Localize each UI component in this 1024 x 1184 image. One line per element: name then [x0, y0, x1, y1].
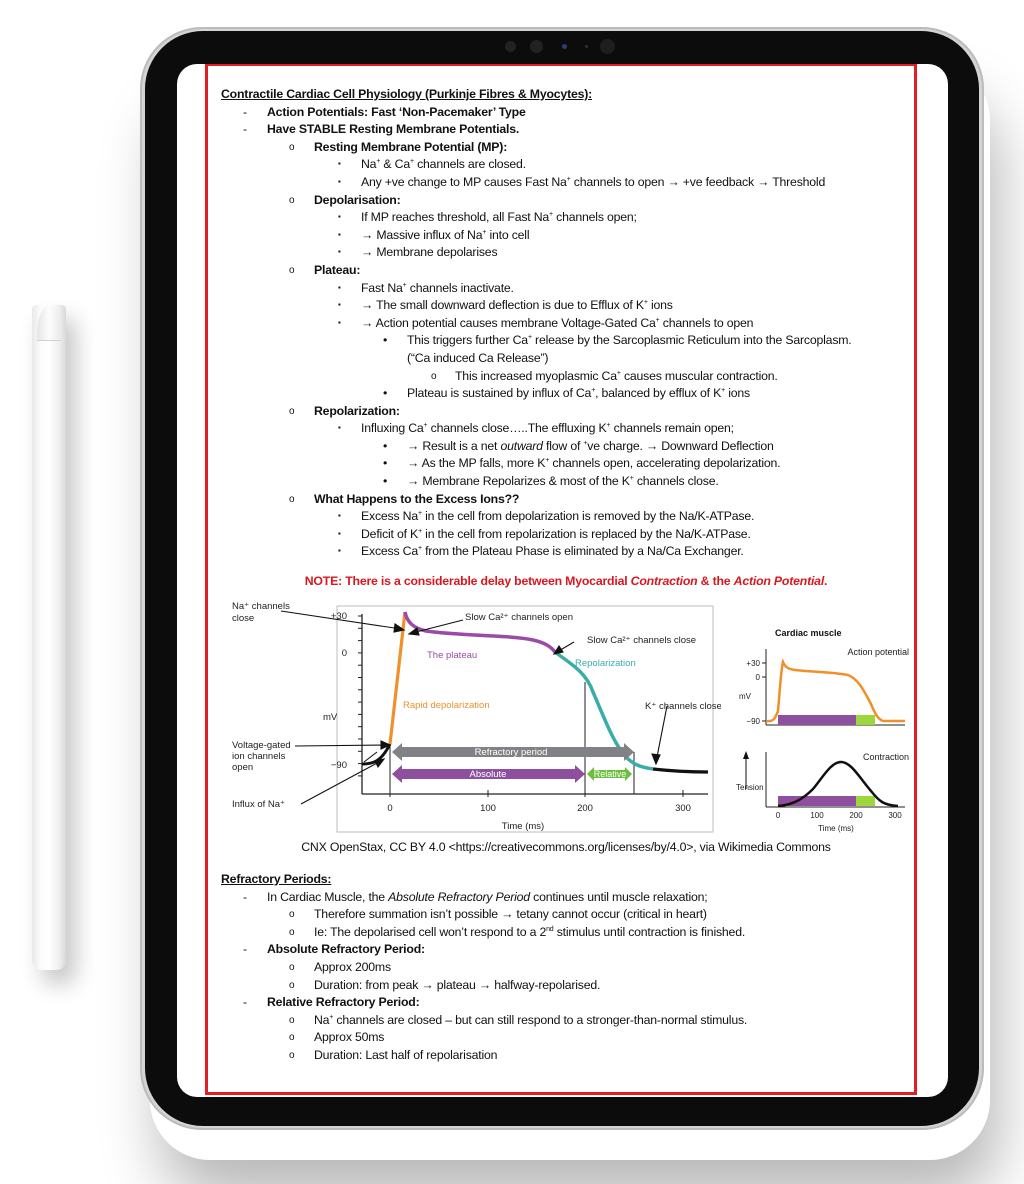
bullet-marker: ▪	[338, 212, 341, 222]
svg-text:Refractory period: Refractory period	[474, 747, 548, 758]
list-item	[221, 977, 911, 995]
bullet-marker: o	[431, 370, 437, 382]
list-item	[221, 906, 911, 924]
list-item	[221, 139, 911, 157]
bullet-marker: ▪	[338, 317, 341, 327]
list-item	[221, 1029, 911, 1047]
svg-text:Slow Ca²⁺ channels close: Slow Ca²⁺ channels close	[587, 635, 697, 646]
svg-text:300: 300	[675, 803, 691, 814]
list-item	[221, 508, 911, 526]
list-item-text: Relative Refractory Period:	[267, 995, 420, 1010]
list-item	[221, 455, 911, 473]
bullet-marker: ▪	[338, 511, 341, 521]
list-item	[221, 297, 911, 315]
list-item-text: Repolarization:	[314, 403, 400, 418]
list-item-text: Have STABLE Resting Membrane Potentials.	[267, 122, 520, 137]
list-item	[221, 526, 911, 544]
svg-text:Tension: Tension	[736, 783, 764, 792]
svg-text:0: 0	[341, 648, 347, 659]
list-item-text: Action Potentials: Fast ‘Non-Pacemaker’ Type	[267, 104, 526, 119]
list-item	[221, 889, 911, 907]
pencil-ring	[37, 340, 61, 341]
svg-text:mV: mV	[739, 692, 751, 701]
lower-section	[221, 839, 911, 1065]
svg-text:Time (ms): Time (ms)	[501, 821, 545, 832]
bullet-marker: •	[383, 456, 388, 471]
list-item-text: Na+ channels are closed – but can still respond to a stronger-than-normal stimulus.	[314, 1012, 748, 1027]
bullet-marker: o	[289, 926, 295, 938]
list-item	[221, 491, 911, 509]
bullet-marker: -	[243, 995, 247, 1010]
bullet-marker: -	[243, 889, 247, 904]
svg-text:mV: mV	[323, 712, 338, 723]
bullet-marker: ▪	[338, 423, 341, 433]
list-item-text: → Massive influx of Na+ into cell	[361, 227, 530, 242]
list-item	[221, 385, 911, 403]
list-item-text: Deficit of K+ in the cell from repolarization is replaced by the Na/K-ATPase.	[361, 526, 751, 541]
ipad-screen[interactable]	[177, 64, 948, 1097]
apple-pencil	[32, 305, 66, 970]
sensor-dot	[505, 41, 516, 52]
svg-text:Time (ms): Time (ms)	[818, 824, 854, 833]
svg-text:Repolarization: Repolarization	[575, 658, 636, 669]
svg-text:The plateau: The plateau	[427, 650, 478, 661]
list-item-text: Duration: Last half of repolarisation	[314, 1047, 498, 1062]
bullet-marker: o	[289, 141, 295, 153]
bullet-marker: o	[289, 909, 295, 921]
bullet-marker: -	[243, 122, 247, 137]
bullet-marker: o	[289, 264, 295, 276]
bullet-marker: o	[289, 1049, 295, 1061]
list-item-text: Plateau is sustained by influx of Ca+, balanced by efflux of K+ ions	[407, 386, 750, 401]
list-item-text: Excess Na+ in the cell from depolarization is removed by the Na/K-ATPase.	[361, 509, 755, 524]
list-item	[221, 227, 911, 245]
svg-text:−90: −90	[330, 760, 347, 771]
front-camera	[600, 39, 615, 54]
list-item	[221, 1012, 911, 1030]
svg-text:0: 0	[755, 673, 760, 682]
notes-list	[221, 104, 911, 561]
svg-text:200: 200	[849, 811, 863, 820]
svg-text:K⁺ channels close: K⁺ channels close	[645, 701, 721, 712]
svg-text:Contraction: Contraction	[862, 752, 909, 762]
sensor-dot	[585, 45, 588, 48]
list-item	[221, 121, 911, 139]
list-item-text: Influxing Ca+ channels close…..The effluxing K+ channels remain open;	[361, 421, 734, 436]
bullet-marker: o	[289, 405, 295, 417]
bullet-marker: o	[289, 1014, 295, 1026]
list-item-text: Plateau:	[314, 262, 361, 277]
list-item	[221, 262, 911, 280]
camera-indicator	[562, 44, 567, 49]
bullet-marker: o	[289, 1032, 295, 1044]
page-title: Contractile Cardiac Cell Physiology (Purkinje Fibres & Myocytes):	[221, 87, 593, 101]
list-item	[221, 543, 911, 561]
bullet-marker: o	[289, 961, 295, 973]
list-item	[221, 420, 911, 438]
list-item-text: In Cardiac Muscle, the Absolute Refractory Period continues until muscle relaxation;	[267, 889, 708, 904]
sensor-dot	[530, 40, 543, 53]
bullet-marker: o	[289, 493, 295, 505]
bullet-marker: ▪	[338, 176, 341, 186]
list-item	[221, 368, 911, 386]
list-item	[221, 209, 911, 227]
list-item-text: This increased myoplasmic Ca+ causes muscular contraction.	[455, 368, 778, 383]
figure-caption: CNX OpenStax, CC BY 4.0 <https://creativecommons.org/licenses/by/4.0>, via Wikimedia Commons	[301, 840, 831, 854]
list-item	[221, 315, 911, 333]
list-item	[221, 244, 911, 262]
list-item	[221, 924, 911, 942]
bullet-marker: •	[383, 333, 388, 348]
svg-text:200: 200	[577, 803, 593, 814]
list-item-text: This triggers further Ca+ release by the Sarcoplasmic Reticulum into the Sarcoplasm.	[407, 333, 852, 348]
list-item	[221, 104, 911, 122]
bullet-marker: ▪	[338, 282, 341, 292]
list-item	[221, 994, 911, 1012]
action-potential-chart	[221, 602, 721, 834]
list-item-text: Any +ve change to MP causes Fast Na+ channels to open → +ve feedback → Threshold	[361, 174, 826, 189]
list-item-text: Ie: The depolarised cell won’t respond to a 2nd stimulus until contraction is finished.	[314, 924, 746, 939]
svg-text:Action potential: Action potential	[847, 647, 909, 657]
list-item	[221, 332, 911, 350]
svg-text:−90: −90	[746, 717, 760, 726]
list-item	[221, 156, 911, 174]
list-item	[221, 959, 911, 977]
svg-text:+30: +30	[330, 611, 347, 622]
list-item-text: (“Ca induced Ca Release”)	[407, 350, 549, 365]
list-item-text: Na+ & Ca+ channels are closed.	[361, 157, 526, 172]
note-text: NOTE: There is a considerable delay between Myocardial Contraction & the Action Potential.	[304, 574, 828, 589]
list-item-text: Resting Membrane Potential (MP):	[314, 139, 508, 154]
svg-text:ion channels: ion channels	[232, 751, 286, 762]
svg-text:0: 0	[775, 811, 781, 820]
list-item-text: → Membrane Repolarizes & most of the K+ channels close.	[407, 474, 719, 489]
svg-text:100: 100	[810, 811, 824, 820]
svg-text:Na⁺ channels: Na⁺ channels	[232, 602, 290, 612]
refractory-heading-line	[221, 871, 911, 889]
list-item	[221, 473, 911, 491]
svg-text:Voltage-gated: Voltage-gated	[232, 740, 291, 751]
list-item-text: → As the MP falls, more K+ channels open, accelerating depolarization.	[407, 456, 781, 471]
list-item-text: Fast Na+ channels inactivate.	[361, 280, 514, 295]
document-page	[221, 86, 911, 591]
bullet-marker: •	[383, 438, 388, 453]
list-item	[221, 192, 911, 210]
list-item	[221, 174, 911, 192]
list-item	[221, 438, 911, 456]
list-item-text: If MP reaches threshold, all Fast Na+ channels open;	[361, 210, 637, 225]
list-item-text: → Membrane depolarises	[361, 245, 498, 260]
bullet-marker: ▪	[338, 247, 341, 257]
svg-text:Cardiac muscle: Cardiac muscle	[775, 628, 842, 638]
bullet-marker: ▪	[338, 229, 341, 239]
list-item-text: Approx 50ms	[314, 1030, 385, 1045]
list-item-text: → The small downward deflection is due to Efflux of K+ ions	[361, 298, 673, 313]
bullet-marker: o	[289, 194, 295, 206]
list-item	[221, 941, 911, 959]
list-item-text: Excess Ca+ from the Plateau Phase is eliminated by a Na/Ca Exchanger.	[361, 544, 744, 559]
list-item	[221, 350, 911, 368]
svg-text:+30: +30	[746, 659, 760, 668]
svg-text:open: open	[232, 762, 254, 773]
list-item-text: Absolute Refractory Period:	[267, 942, 425, 957]
bullet-marker: o	[289, 979, 295, 991]
refractory-heading: Refractory Periods:	[221, 872, 332, 886]
svg-text:300: 300	[888, 811, 902, 820]
list-item-text: Duration: from peak → plateau → halfway-repolarised.	[314, 977, 601, 992]
svg-text:0: 0	[387, 803, 393, 814]
bullet-marker: ▪	[338, 528, 341, 538]
svg-text:close: close	[232, 613, 255, 624]
list-item-text: → Action potential causes membrane Voltage-Gated Ca+ channels to open	[361, 315, 754, 330]
bullet-marker: •	[383, 386, 388, 401]
list-item	[221, 403, 911, 421]
bullet-marker: ▪	[338, 546, 341, 556]
list-item-text: Depolarisation:	[314, 192, 401, 207]
list-item-text: Approx 200ms	[314, 959, 391, 974]
list-item-text: → Result is a net outward flow of +ve charge. → Downward Deflection	[407, 438, 774, 453]
refractory-list	[221, 889, 911, 1065]
bullet-marker: -	[243, 942, 247, 957]
bullet-marker: -	[243, 104, 247, 119]
svg-text:Rapid depolarization: Rapid depolarization	[403, 700, 490, 711]
list-item-text: What Happens to the Excess Ions??	[314, 491, 520, 506]
svg-text:100: 100	[480, 803, 496, 814]
cardiac-muscle-chart	[733, 619, 913, 834]
list-item	[221, 280, 911, 298]
section-title	[221, 86, 911, 104]
svg-text:Absolute: Absolute	[469, 769, 507, 780]
list-item-text: Therefore summation isn’t possible → tetany cannot occur (critical in heart)	[314, 907, 707, 922]
bullet-marker: ▪	[338, 159, 341, 169]
bullet-marker: •	[383, 474, 388, 489]
list-item	[221, 1047, 911, 1065]
svg-text:Relative: Relative	[593, 769, 627, 779]
bullet-marker: ▪	[338, 300, 341, 310]
svg-text:Influx of Na⁺: Influx of Na⁺	[232, 799, 286, 810]
svg-text:Slow Ca²⁺ channels open: Slow Ca²⁺ channels open	[465, 612, 573, 623]
